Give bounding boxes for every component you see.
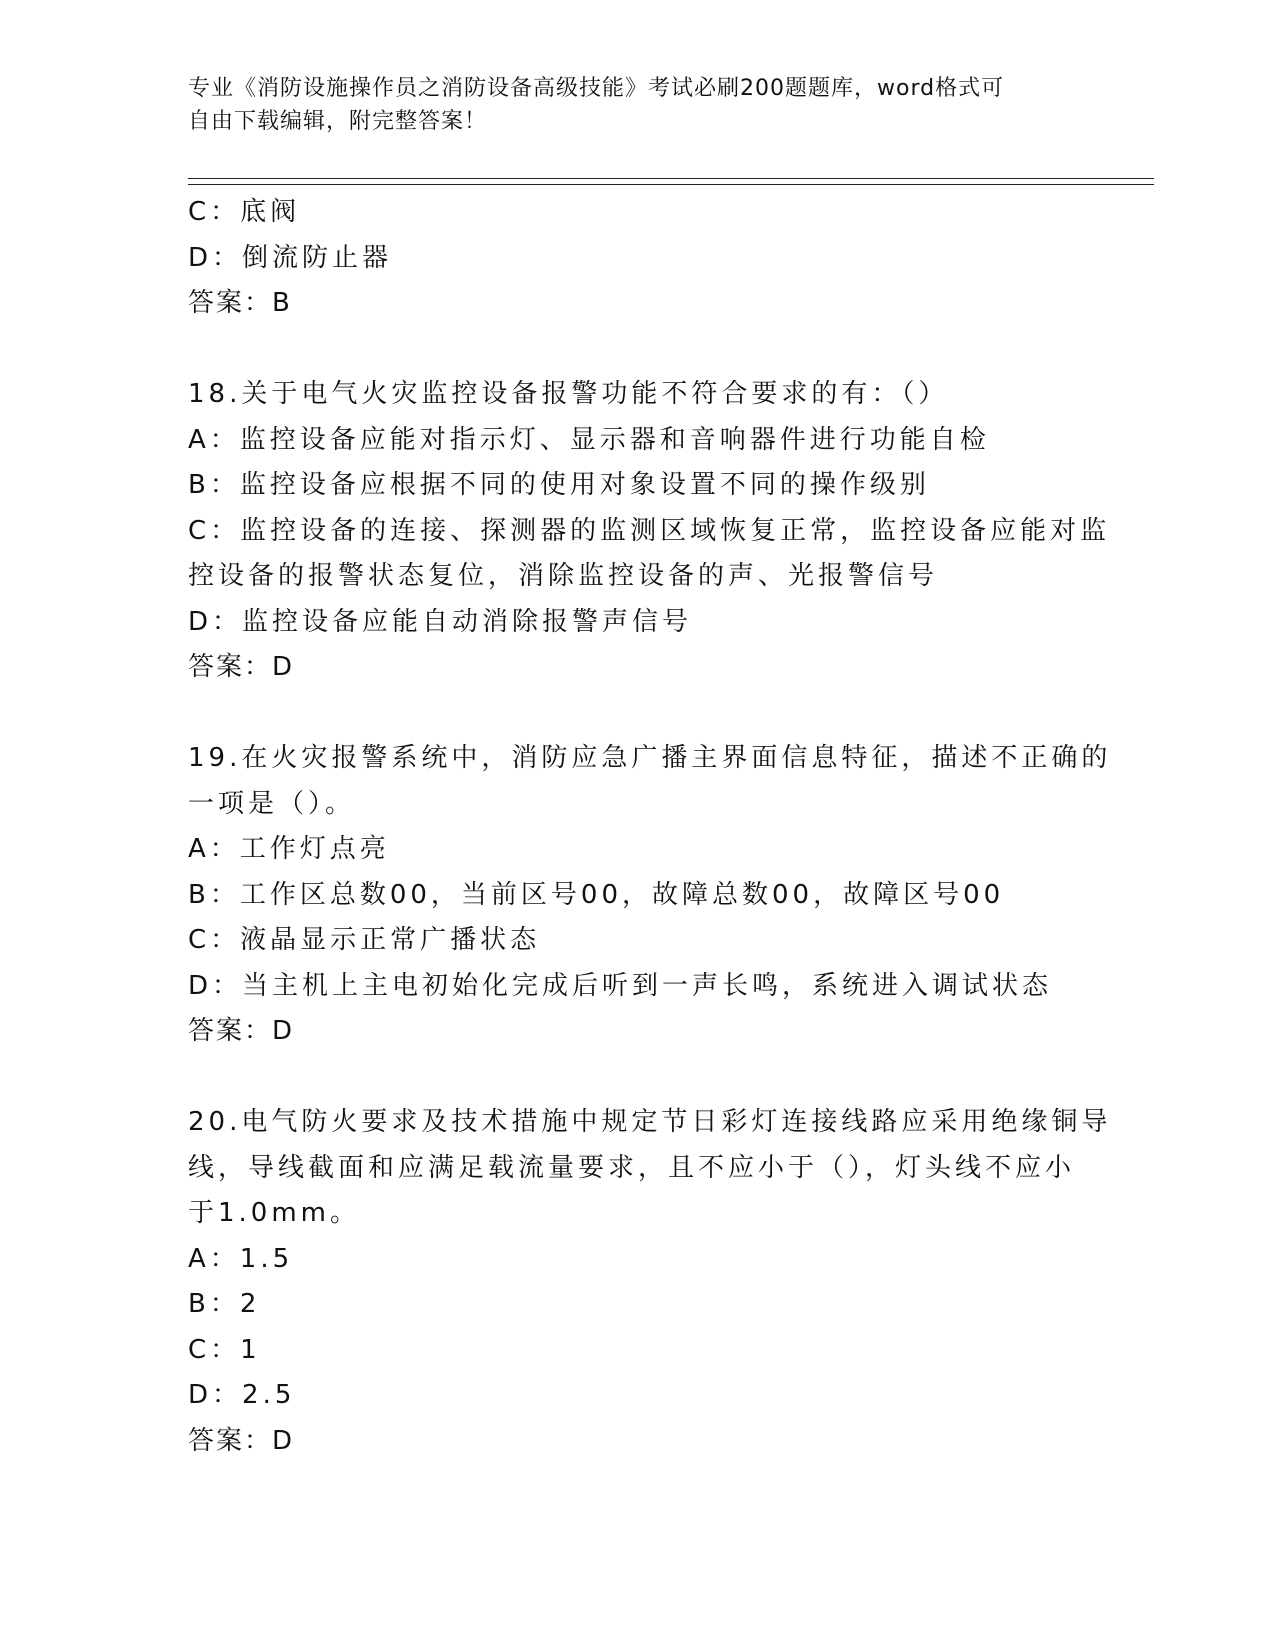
- answer: 答案：D: [188, 1016, 295, 1046]
- spacer: [188, 691, 1088, 737]
- header-line-2: 自由下载编辑，附完整答案！: [188, 109, 488, 134]
- option-d: D：2.5: [188, 1380, 296, 1410]
- option-d: D：倒流防止器: [188, 242, 393, 273]
- header-rule-bottom: [188, 184, 1154, 185]
- option-a: A：监控设备应能对指示灯、显示器和音响器件进行功能自检: [188, 424, 990, 455]
- answer: 答案：B: [188, 288, 292, 318]
- question-17-tail: [188, 190, 1088, 327]
- question-stem-continued: 一项是（）。: [188, 788, 356, 819]
- option-a: A：1.5: [188, 1243, 294, 1274]
- question-18: [188, 372, 1111, 691]
- option-b: B：工作区总数00，当前区号00，故障总数00，故障区号00: [188, 879, 1005, 910]
- question-19: [188, 736, 1112, 1055]
- question-stem: 20.电气防火要求及技术措施中规定节日彩灯连接线路应采用绝缘铜导: [188, 1107, 1112, 1137]
- option-d: D：当主机上主电初始化完成后听到一声长鸣，系统进入调试状态: [188, 970, 1053, 1001]
- option-b: B：2: [188, 1289, 261, 1319]
- option-d: D：监控设备应能自动消除报警声信号: [188, 606, 693, 637]
- question-stem: 19.在火灾报警系统中，消防应急广播主界面信息特征，描述不正确的: [188, 743, 1112, 773]
- option-c: C：液晶显示正常广播状态: [188, 925, 541, 955]
- option-c: C：底阀: [188, 197, 301, 227]
- spacer: [188, 327, 1088, 373]
- spacer: [188, 1055, 1088, 1101]
- option-c-continued: 控设备的报警状态复位，消除监控设备的声、光报警信号: [188, 561, 939, 591]
- header-rule-top: [188, 178, 1154, 179]
- option-c: C：1: [188, 1334, 261, 1365]
- option-c: C：监控设备的连接、探测器的监测区域恢复正常，监控设备应能对监: [188, 515, 1111, 546]
- question-stem-continued: 线，导线截面和应满足载流量要求，且不应小于（），灯头线不应小: [188, 1152, 1076, 1183]
- question-20: [188, 1100, 1112, 1464]
- answer: 答案：D: [188, 652, 295, 682]
- question-stem-continued: 于1.0mm。: [188, 1198, 361, 1228]
- question-list: [188, 190, 1112, 1464]
- question-stem: 18.关于电气火灾监控设备报警功能不符合要求的有：（）: [188, 379, 949, 409]
- option-a: A：工作灯点亮: [188, 834, 390, 864]
- header-line-1: 专业《消防设施操作员之消防设备高级技能》考试必刷200题题库，word格式可: [188, 76, 1005, 101]
- document-header: [188, 72, 1088, 138]
- answer: 答案：D: [188, 1425, 295, 1456]
- option-b: B：监控设备应根据不同的使用对象设置不同的操作级别: [188, 470, 930, 500]
